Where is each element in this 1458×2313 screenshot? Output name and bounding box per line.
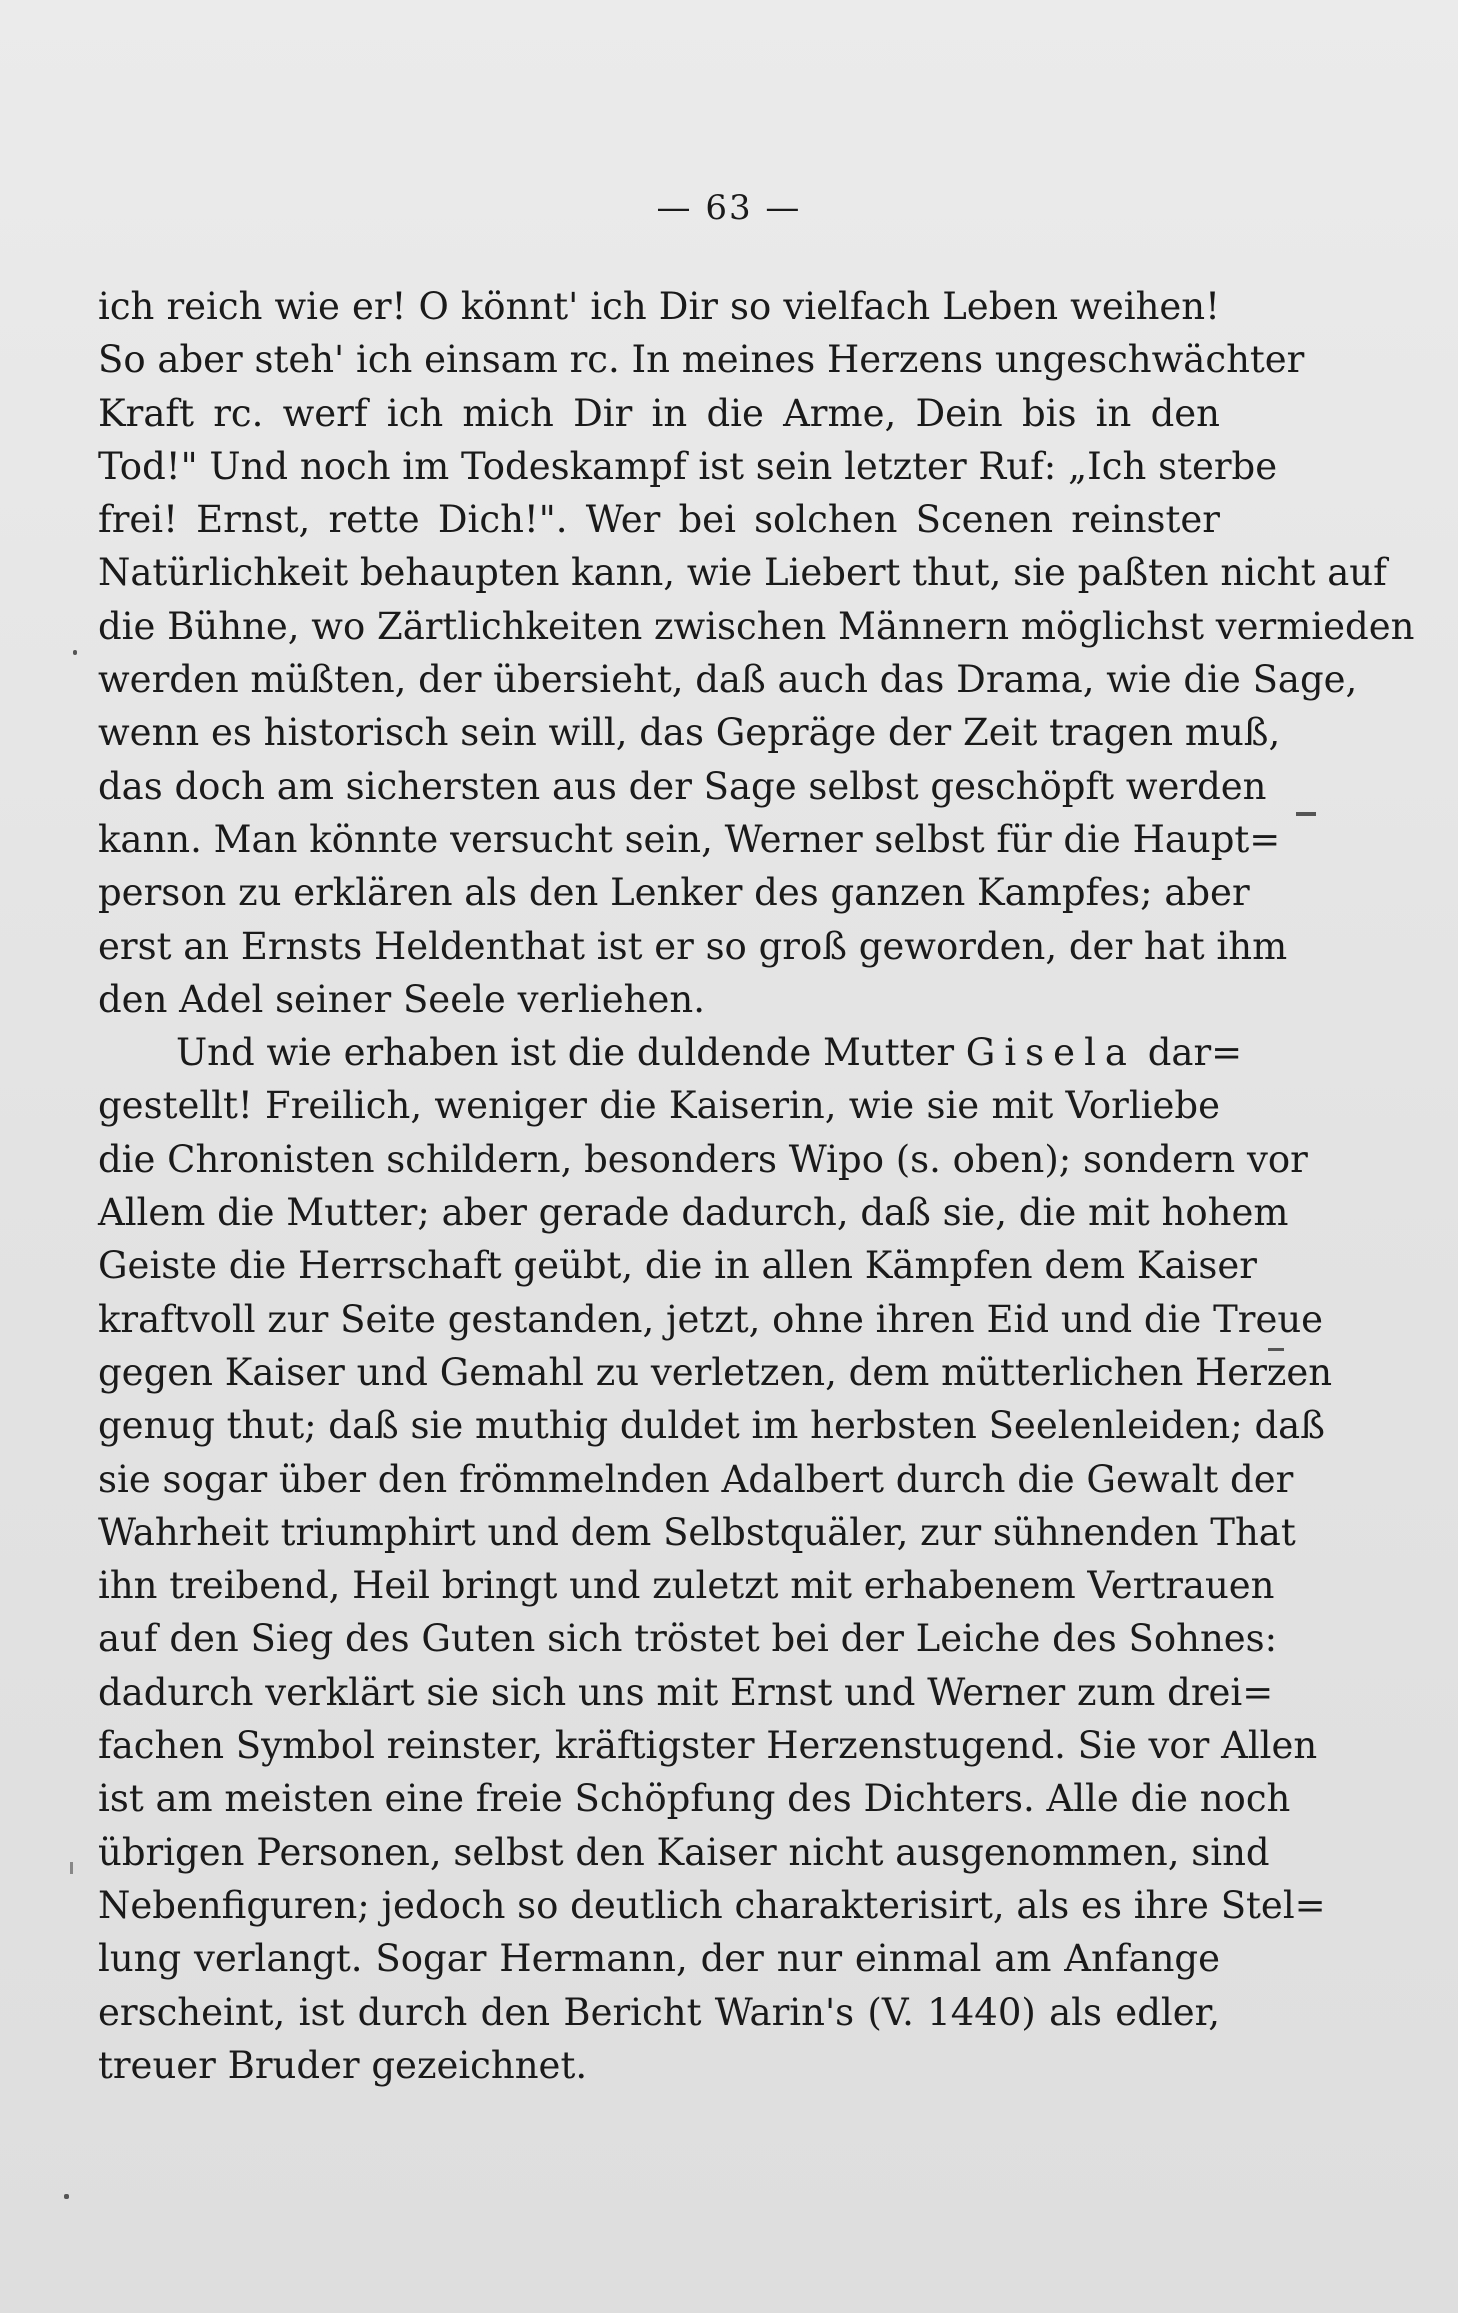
text-line: lung verlangt. Sogar Hermann, der nur einmal am Anfange xyxy=(98,1937,1220,1981)
text-line: Kraft rc. werf ich mich Dir in die Arme, Dein bis in den xyxy=(98,391,1220,435)
text-line: ich reich wie er! O könnt' ich Dir so vielfach Leben weihen! xyxy=(98,285,1220,328)
text-line: gestellt! Freilich, weniger die Kaiserin, wie sie mit Vorliebe xyxy=(98,1084,1220,1128)
text-segment: dar= xyxy=(1135,1031,1243,1075)
text-line: den Adel seiner Seele verliehen. xyxy=(98,977,705,1021)
text-line: übrigen Personen, selbst den Kaiser nicht ausgenommen, sind xyxy=(98,1830,1270,1874)
text-line: sie sogar über den frömmelnden Adalbert durch die Gewalt der xyxy=(98,1457,1294,1501)
text-line: genug thut; daß sie muthig duldet im herbsten Seelenleiden; daß xyxy=(98,1404,1325,1448)
paragraph-start-line xyxy=(98,1026,1243,1079)
text-line: werden müßten, der übersieht, daß auch das Drama, wie die Sage, xyxy=(98,658,1358,702)
text-line: die Bühne, wo Zärtlichkeiten zwischen Männern möglichst vermieden xyxy=(98,604,1415,648)
margin-mark xyxy=(1268,1348,1284,1351)
text-segment: Und wie erhaben ist die duldende Mutter xyxy=(176,1031,966,1075)
text-line: auf den Sieg des Guten sich tröstet bei der Leiche des Sohnes: xyxy=(98,1617,1278,1661)
text-line: die Chronisten schildern, besonders Wipo (s. oben); sondern vor xyxy=(98,1137,1308,1181)
text-line: person zu erklären als den Lenker des ganzen Kampfes; aber xyxy=(98,871,1250,915)
text-line: Nebenfiguren; jedoch so deutlich charakterisirt, als es ihre Stel= xyxy=(98,1883,1326,1927)
text-line: frei! Ernst, rette Dich!". Wer bei solchen Scenen reinster xyxy=(98,498,1220,542)
text-line: dadurch verklärt sie sich uns mit Ernst und Werner zum drei= xyxy=(98,1670,1274,1714)
text-line: Natürlichkeit behaupten kann, wie Liebert thut, sie paßten nicht auf xyxy=(98,551,1387,595)
ink-speck xyxy=(64,2194,69,2199)
text-line: Geiste die Herrschaft geübt, die in allen Kämpfen dem Kaiser xyxy=(98,1244,1257,1288)
text-line: ist am meisten eine freie Schöpfung des Dichters. Alle die noch xyxy=(98,1777,1291,1821)
page-number: — 63 — xyxy=(656,188,802,228)
text-line: erscheint, ist durch den Bericht Warin's (V. 1440) als edler, xyxy=(98,1990,1220,2034)
text-line: Wahrheit triumphirt und dem Selbstquäler, zur sühnenden That xyxy=(98,1510,1296,1554)
text-line: Allem die Mutter; aber gerade dadurch, daß sie, die mit hohem xyxy=(98,1191,1289,1235)
text-line: kraftvoll zur Seite gestanden, jetzt, ohne ihren Eid und die Treue xyxy=(98,1297,1324,1341)
text-line: So aber steh' ich einsam rc. In meines Herzens ungeschwächter xyxy=(98,338,1305,382)
margin-mark xyxy=(1296,812,1316,816)
text-line: treuer Bruder gezeichnet. xyxy=(98,2043,588,2087)
ink-speck xyxy=(70,1862,73,1874)
text-line: kann. Man könnte versucht sein, Werner selbst für die Haupt= xyxy=(98,817,1281,861)
text-line: wenn es historisch sein will, das Gepräge der Zeit tragen muß, xyxy=(98,711,1281,755)
text-line: Tod!" Und noch im Todeskampf ist sein letzter Ruf: „Ich sterbe xyxy=(98,444,1278,488)
ink-speck xyxy=(73,650,77,655)
text-line: gegen Kaiser und Gemahl zu verletzen, dem mütterlichen Herzen xyxy=(98,1350,1333,1394)
body-text xyxy=(98,280,1415,2092)
spaced-name: Gisela xyxy=(965,1031,1136,1075)
text-line: fachen Symbol reinster, kräftigster Herzenstugend. Sie vor Allen xyxy=(98,1724,1318,1768)
text-line: erst an Ernsts Heldenthat ist er so groß geworden, der hat ihm xyxy=(98,924,1288,968)
text-line: das doch am sichersten aus der Sage selbst geschöpft werden xyxy=(98,764,1267,808)
text-line: ihn treibend, Heil bringt und zuletzt mit erhabenem Vertrauen xyxy=(98,1564,1275,1608)
